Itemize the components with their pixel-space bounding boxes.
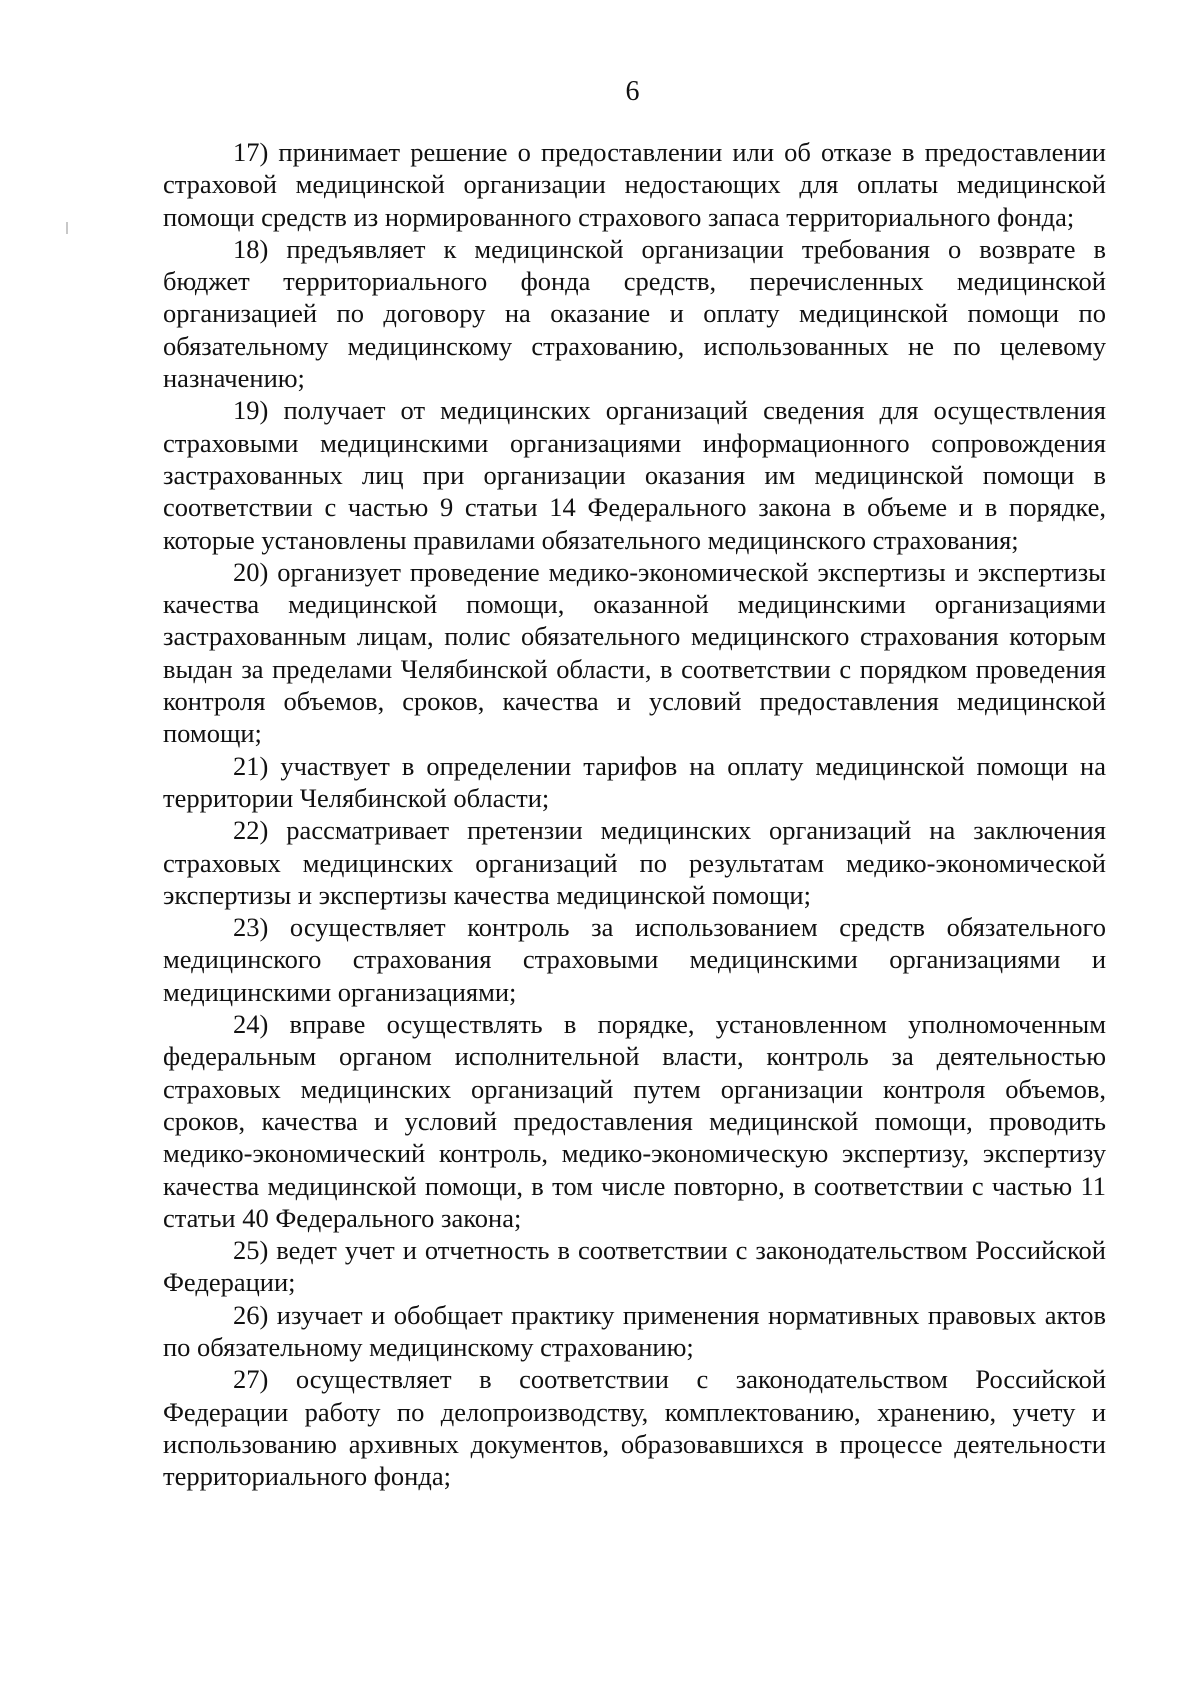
list-item-26: 26) изучает и обобщает практику применения нормативных правовых актов по обязательному медицинскому страхованию; xyxy=(163,1299,1106,1362)
list-item-17: 17) принимает решение о предоставлении или об отказе в предоставлении страховой медицинской организации недостающих для оплаты медицинской помощи средств из нормированного страхового запаса территориального фонда; xyxy=(163,137,1106,232)
scan-artifact xyxy=(66,222,68,234)
list-item-22: 22) рассматривает претензии медицинских организаций на заключения страховых медицинских организаций по результатам медико-экономической экспертизы и экспертизы качества медицинской помощи; xyxy=(163,815,1106,910)
list-item-21: 21) участвует в определении тарифов на оплату медицинской помощи на территории Челябинской области; xyxy=(163,750,1106,813)
document-body xyxy=(163,136,1106,1492)
list-item-18: 18) предъявляет к медицинской организации требования о возврате в бюджет территориального фонда средств, перечисленных медицинской организацией по договору на оказание и оплату медицинской помощи по обязательному медицинскому страхованию, использованных не по целевому назначению; xyxy=(163,233,1106,394)
list-item-24: 24) вправе осуществлять в порядке, установленном уполномоченным федеральным органом исполнительной власти, контроль за деятельностью страховых медицинских организаций путем организации контроля объемов, сроков, качества и условий предоставления медицинской помощи, проводить медико-экономический контроль, медико-экономическую экспертизу, экспертизу качества медицинской помощи, в том числе повторно, в соответствии с частью 11 статьи 40 Федерального закона; xyxy=(163,1009,1106,1233)
list-item-20: 20) организует проведение медико-экономической экспертизы и экспертизы качества медицинской помощи, оказанной медицинскими организациями застрахованным лицам, полис обязательного медицинского страхования которым выдан за пределами Челябинской области, в соответствии с порядком проведения контроля объемов, сроков, качества и условий предоставления медицинской помощи; xyxy=(163,556,1106,749)
list-item-27: 27) осуществляет в соответствии с законодательством Российской Федерации работу по делопроизводству, комплектованию, хранению, учету и использованию архивных документов, образовавшихся в процессе деятельности территориального фонда; xyxy=(163,1364,1106,1492)
list-item-25: 25) ведет учет и отчетность в соответствии с законодательством Российской Федерации; xyxy=(163,1235,1106,1298)
page-number: 6 xyxy=(625,76,640,107)
list-item-23: 23) осуществляет контроль за использованием средств обязательного медицинского страхования страховыми медицинскими организациями и медицинскими организациями; xyxy=(163,912,1106,1007)
list-item-19: 19) получает от медицинских организаций сведения для осуществления страховыми медицинскими организациями информационного сопровождения застрахованных лиц при организации оказания им медицинской помощи в соответствии с частью 9 статьи 14 Федерального закона в объеме и в порядке, которые установлены правилами обязательного медицинского страхования; xyxy=(163,395,1106,555)
